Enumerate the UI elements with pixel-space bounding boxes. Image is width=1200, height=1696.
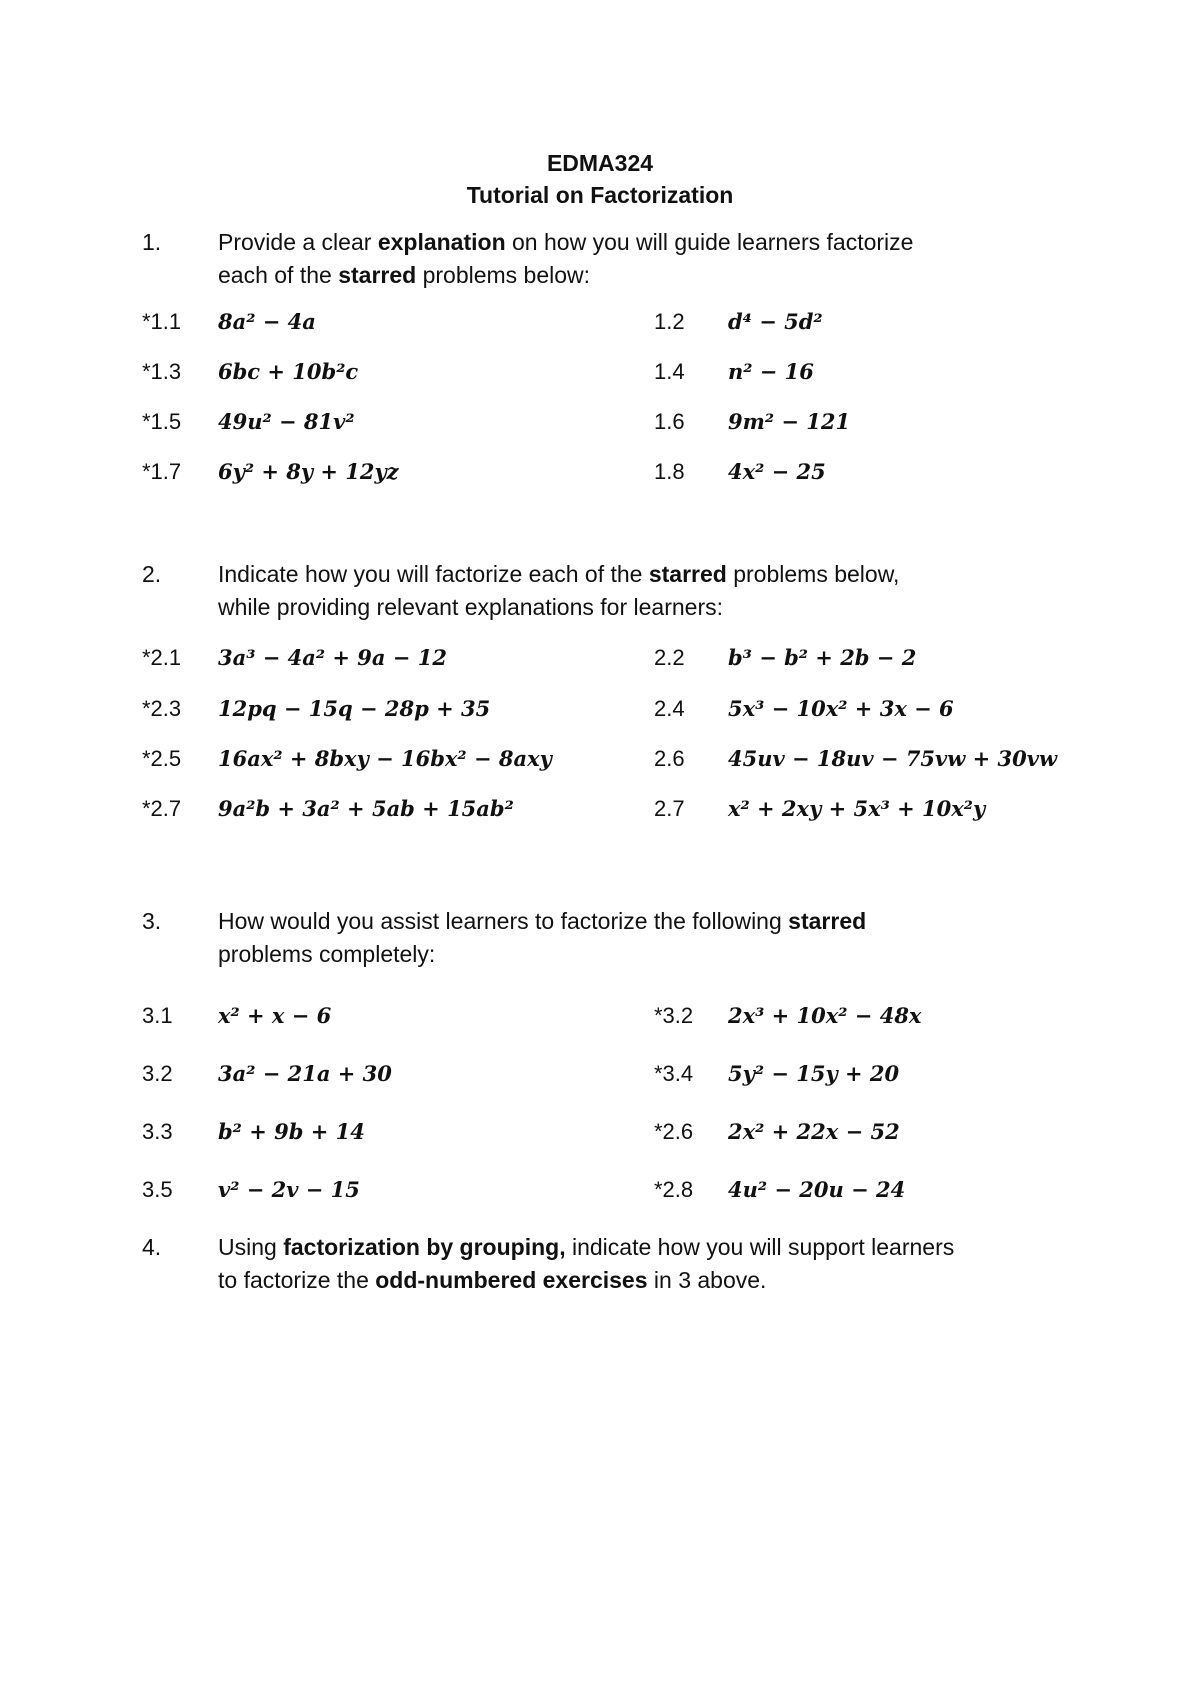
problem-expression: b³ − b² + 2b − 2 <box>728 645 917 670</box>
bold-run: explanation <box>377 229 506 255</box>
text-run: on how you will guide learners factorize <box>505 229 914 255</box>
question-number: 4. <box>142 1234 162 1260</box>
text-run: Using <box>218 1234 284 1260</box>
problem-row <box>0 309 1200 343</box>
problem-row <box>0 1177 1200 1211</box>
text-run: problems below, <box>726 561 900 587</box>
problem-number: 1.4 <box>654 359 685 384</box>
text-run: while providing relevant explanations for learners: <box>218 594 724 620</box>
problem-row <box>0 459 1200 493</box>
problem-number: 1.2 <box>654 309 685 334</box>
problem-expression: d⁴ − 5d² <box>728 309 823 334</box>
problem-expression: 2x² + 22x − 52 <box>728 1119 900 1144</box>
problem-expression: 9m² − 121 <box>728 409 851 434</box>
problem-expression: 3a² − 21a + 30 <box>218 1061 392 1086</box>
problem-number: *2.7 <box>142 796 182 821</box>
text-run: in 3 above. <box>647 1267 767 1293</box>
problem-row <box>0 359 1200 393</box>
question-number: 1. <box>142 229 162 255</box>
problem-expression: x² + 2xy + 5x³ + 10x²y <box>728 796 986 821</box>
problem-row <box>0 796 1200 830</box>
problem-number: 3.2 <box>142 1061 173 1086</box>
problem-expression: 8a² − 4a <box>218 309 316 334</box>
problem-expression: 16ax² + 8bxy − 16bx² − 8axy <box>218 746 552 771</box>
text-run: indicate how you will support learners <box>565 1234 955 1260</box>
text-run: problems completely: <box>218 941 436 967</box>
problem-expression: 49u² − 81v² <box>218 409 355 434</box>
problem-expression: 6bc + 10b²c <box>218 359 359 384</box>
course-code: EDMA324 <box>546 150 654 176</box>
problem-expression: 12pq − 15q − 28p + 35 <box>218 696 491 721</box>
problem-number: *2.1 <box>142 645 182 670</box>
text-run: to factorize the <box>218 1267 376 1293</box>
problem-expression: 6y² + 8y + 12yz <box>218 459 399 484</box>
problem-number: *2.6 <box>654 1119 694 1144</box>
text-run: Provide a clear <box>218 229 378 255</box>
problem-row <box>0 645 1200 679</box>
problem-row <box>0 746 1200 780</box>
question-text <box>218 1231 1118 1297</box>
problem-row <box>0 409 1200 443</box>
problem-number: *1.3 <box>142 359 182 384</box>
problem-number: 3.1 <box>142 1003 173 1028</box>
problem-number: 2.7 <box>654 796 685 821</box>
problem-expression: b² + 9b + 14 <box>218 1119 365 1144</box>
problem-expression: n² − 16 <box>728 359 814 384</box>
problem-number: 2.2 <box>654 645 685 670</box>
problem-row <box>0 1003 1200 1037</box>
problem-expression: 3a³ − 4a² + 9a − 12 <box>218 645 447 670</box>
problem-number: *1.7 <box>142 459 182 484</box>
problem-expression: 9a²b + 3a² + 5ab + 15ab² <box>218 796 514 821</box>
problem-row <box>0 1119 1200 1153</box>
problem-number: *2.8 <box>654 1177 694 1202</box>
question-number: 3. <box>142 908 162 934</box>
question-text <box>218 226 1118 292</box>
question-text <box>218 558 1118 624</box>
text-run: problems below: <box>416 262 591 288</box>
problem-number: *3.2 <box>654 1003 694 1028</box>
problem-number: 3.3 <box>142 1119 173 1144</box>
problem-number: 1.6 <box>654 409 685 434</box>
problem-expression: 5x³ − 10x² + 3x − 6 <box>728 696 954 721</box>
problem-row <box>0 696 1200 730</box>
bold-run: factorization by grouping, <box>283 1234 566 1260</box>
problem-expression: v² − 2v − 15 <box>218 1177 360 1202</box>
problem-number: 3.5 <box>142 1177 173 1202</box>
problem-expression: 2x³ + 10x² − 48x <box>728 1003 922 1028</box>
bold-run: odd-numbered exercises <box>375 1267 648 1293</box>
problem-number: 2.4 <box>654 696 685 721</box>
question-text <box>218 905 1118 971</box>
document-title: Tutorial on Factorization <box>466 182 734 208</box>
text-run: How would you assist learners to factorize the following <box>218 908 789 934</box>
problem-expression: x² + x − 6 <box>218 1003 332 1028</box>
problem-number: *1.1 <box>142 309 182 334</box>
problem-expression: 45uv − 18uv − 75vw + 30vw <box>728 746 1058 771</box>
problem-number: *1.5 <box>142 409 182 434</box>
problem-expression: 4u² − 20u − 24 <box>728 1177 906 1202</box>
text-run: Indicate how you will factorize each of the <box>218 561 649 587</box>
problem-number: *3.4 <box>654 1061 694 1086</box>
text-run: each of the <box>218 262 339 288</box>
problem-number: 1.8 <box>654 459 685 484</box>
problem-expression: 4x² − 25 <box>728 459 826 484</box>
problem-row <box>0 1061 1200 1095</box>
problem-number: *2.5 <box>142 746 182 771</box>
bold-run: starred <box>788 908 867 934</box>
problem-expression: 5y² − 15y + 20 <box>728 1061 900 1086</box>
problem-number: 2.6 <box>654 746 685 771</box>
problem-number: *2.3 <box>142 696 182 721</box>
question-number: 2. <box>142 561 162 587</box>
bold-run: starred <box>338 262 417 288</box>
bold-run: starred <box>648 561 727 587</box>
